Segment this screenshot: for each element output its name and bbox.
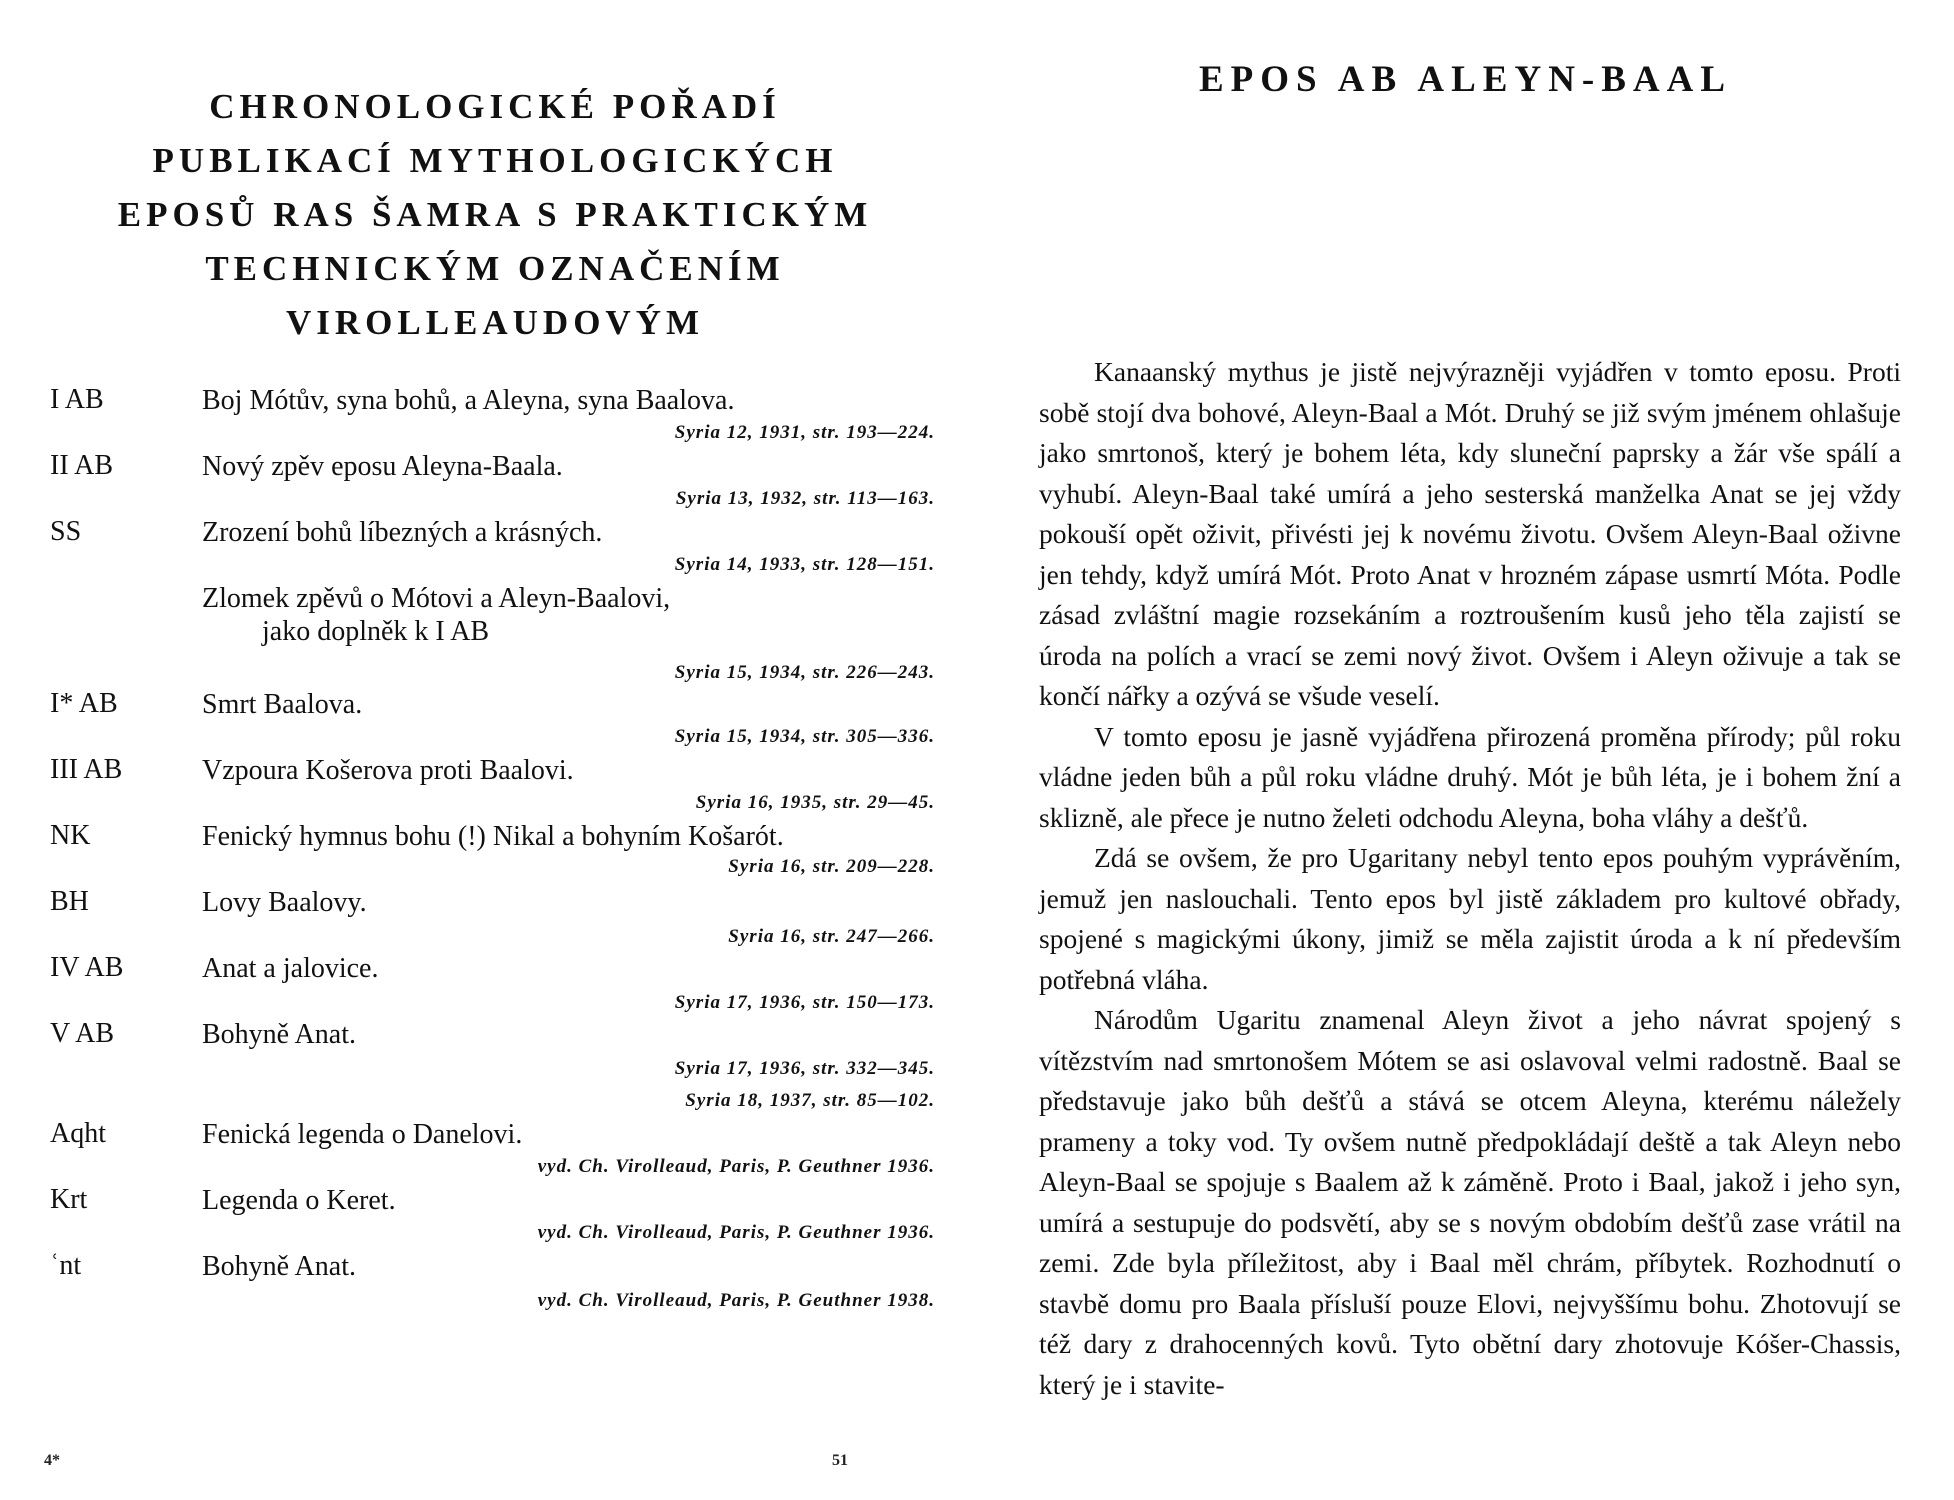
entry-title: Zlomek zpěvů o Mótovi a Aleyn-Baalovi,	[202, 583, 671, 614]
entry-reference: Syria 17, 1936, str. 332—345.	[674, 1058, 935, 1079]
paragraph: Zdá se ovšem, že pro Ugaritany nebyl tento epos pouhým vyprávěním, jemuž jen naslouchali. Tento epos byl jistě základem pro kultové obřady, spojené s magickými úkony, jimiž se měla zajistit úroda a k ní především potřebná vláha.	[1039, 842, 1901, 995]
title-line: TECHNICKÝM OZNAČENÍM	[205, 249, 785, 288]
entry-title: Nový zpěv eposu Aleyna-Baala.	[202, 451, 563, 482]
entry-title: Bohyně Anat.	[202, 1251, 356, 1282]
entry-reference: Syria 17, 1936, str. 150—173.	[674, 992, 935, 1013]
entry-title: Zrození bohů líbezných a krásných.	[202, 517, 603, 548]
entry-title-continuation: jako doplněk k I AB	[262, 616, 490, 647]
right-page	[977, 0, 1954, 1500]
paragraph: Kanaanský mythus je jistě nejvýrazněji vyjádřen v tomto eposu. Proti sobě stojí dva bohové, Aleyn-Baal a Mót. Druhý se již svým jménem ohlašuje jako smrtonoš, který je bohem léta, kdy sluneční paprsky a žár vše spálí a vyhubí. Aleyn-Baal také umírá a jeho sesterská manželka Anat se jej vždy pokouší opět oživit, přivésti jej k novému životu. Ovšem Aleyn-Baal oživne jen tehdy, když umírá Mót. Proto Anat v hrozném zápase usmrtí Móta. Podle zásad zvláštní magie rozsekáním a roztroušením kusů jeho těla zajistí se úroda na polích a vrací se zemi nový život. Ovšem i Aleyn oživuje a tak se končí nářky a ozývá se všude veselí.	[1039, 356, 1901, 711]
entry-reference: Syria 15, 1934, str. 305—336.	[674, 726, 935, 747]
entry-code: IV AB	[50, 952, 124, 983]
entry-code: ʿnt	[50, 1250, 82, 1281]
entry-reference: Syria 14, 1933, str. 128—151.	[674, 554, 935, 575]
entry-reference: vyd. Ch. Virolleaud, Paris, P. Geuthner 1936.	[537, 1222, 935, 1243]
entry-reference: vyd. Ch. Virolleaud, Paris, P. Geuthner 1938.	[537, 1290, 935, 1311]
entry-title: Vzpoura Košerova proti Baalovi.	[202, 755, 574, 786]
entry-title: Legenda o Keret.	[202, 1185, 396, 1216]
entry-code: SS	[50, 516, 82, 547]
entry-title: Boj Mótův, syna bohů, a Aleyna, syna Baalova.	[202, 385, 735, 416]
signature-mark: 4*	[44, 1452, 60, 1469]
entry-code: II AB	[50, 450, 113, 481]
paragraph: V tomto eposu je jasně vyjádřena přirozená proměna přírody; půl roku vládne jeden bůh a půl roku vládne druhý. Mót je bůh léta, je i bohem žní a sklizně, ale přece je nutno želeti odchodu Aleyna, boha vláhy a dešťů.	[1039, 720, 1901, 833]
entry-reference: Syria 18, 1937, str. 85—102.	[685, 1090, 935, 1111]
entry-code: I* AB	[50, 688, 118, 719]
entry-title: Fenická legenda o Danelovi.	[202, 1119, 523, 1150]
entry-reference: Syria 12, 1931, str. 193—224.	[674, 422, 935, 443]
entry-reference: Syria 16, str. 209—228.	[728, 856, 935, 877]
entry-code: V AB	[50, 1018, 115, 1049]
entry-code: Krt	[50, 1184, 88, 1215]
entry-code: BH	[50, 886, 89, 917]
entry-reference: vyd. Ch. Virolleaud, Paris, P. Geuthner 1936.	[537, 1156, 935, 1177]
title-line: EPOSŮ RAS ŠAMRA S PRAKTICKÝM	[117, 195, 873, 234]
title-line: PUBLIKACÍ MYTHOLOGICKÝCH	[152, 141, 838, 180]
entry-title: Smrt Baalova.	[202, 689, 363, 720]
title-line: VIROLLEAUDOVÝM	[285, 303, 705, 342]
left-page-title	[60, 80, 930, 350]
entry-title: Bohyně Anat.	[202, 1019, 356, 1050]
entry-code: Aqht	[50, 1118, 106, 1149]
page-number: 51	[832, 1452, 848, 1469]
entry-title: Fenický hymnus bohu (!) Nikal a bohyním Košarót.	[202, 821, 784, 852]
entry-title: Lovy Baalovy.	[202, 887, 367, 918]
entry-reference: Syria 16, 1935, str. 29—45.	[695, 792, 935, 813]
right-page-title: EPOS AB ALEYN-BAAL	[1198, 59, 1733, 100]
entry-reference: Syria 15, 1934, str. 226—243.	[674, 662, 935, 683]
entry-title: Anat a jalovice.	[202, 953, 379, 984]
title-line: CHRONOLOGICKÉ POŘADÍ	[209, 87, 781, 126]
body-text	[1039, 352, 1901, 1405]
paragraph: Národům Ugaritu znamenal Aleyn život a jeho návrat spojený s vítězstvím nad smrtonošem Mótem se asi oslavoval velmi radostně. Baal se představuje jako bůh dešťů a stává se otcem Aleyna, kterému náležely prameny a toky vod. Ty ovšem nutně předpokládají deště a tak Aleyn nebo Aleyn-Baal se spojuje s Baalem až k záměně. Proto i Baal, jakož i jeho syn, umírá a sestupuje do podsvětí, aby se s novým obdobím dešťů zase vrátil na zemi. Zde byla příležitost, aby i Baal měl chrám, příbytek. Rozhodnutí o stavbě domu pro Baala přísluší pouze Elovi, nejvyššímu bohu. Zhotovují se též dary z drahocenných kovů. Tyto obětní dary zhotovuje Kóšer-Chassis, který je i stavite-	[1039, 1004, 1901, 1400]
entry-code: III AB	[50, 754, 123, 785]
entry-code: I AB	[50, 384, 104, 415]
entry-reference: Syria 13, 1932, str. 113—163.	[675, 488, 935, 509]
entry-reference: Syria 16, str. 247—266.	[728, 926, 935, 947]
entry-code: NK	[50, 820, 91, 851]
